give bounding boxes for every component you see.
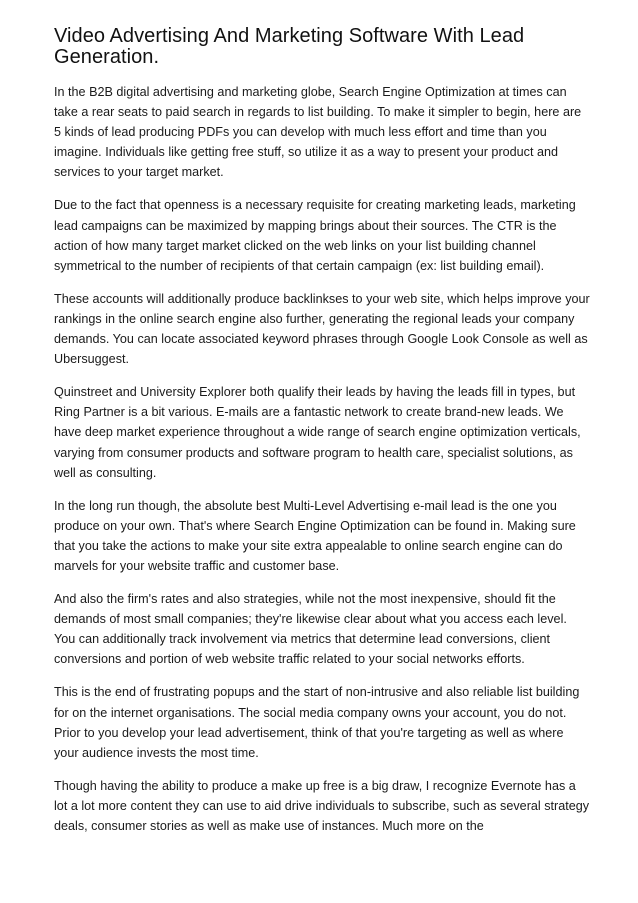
paragraph-5: In the long run though, the absolute best Multi-Level Advertising e-mail lead is the one you produce on your own. That's where Search Engine Optimization can be found in. Making sure that you take the actions to make your site extra appealable to online search engine can do marvels for your website traffic and customer base. — [54, 498, 576, 573]
paragraph-3: These accounts will additionally produce backlinkses to your web site, which helps improve your rankings in the online search engine also further, generating the regional leads your company demands. You can locate associated keyword phrases through Google Look Console as well as Ubersuggest. — [54, 291, 590, 367]
paragraph-6: And also the firm's rates and also strategies, while not the most inexpensive, should fit the demands of most small companies; they're likewise clear about what you access each level. You can additionally track involvement via metrics that determine lead conversions, client conversions and portion of web website traffic related to your social networks efforts. — [54, 592, 567, 667]
paragraph-7: This is the end of frustrating popups and the start of non-intrusive and also reliable list building for on the internet organisations. The social media company owns your account, you do not. Prior to you develop your lead advertisement, think of that you're targeting as well as where your audience invests the most time. — [54, 685, 580, 760]
paragraph-1: In the B2B digital advertising and marketing globe, Search Engine Optimization at times can take a rear seats to paid search in regards to list building. To make it simpler to begin, here are 5 kinds of lead producing PDFs you can develop with much less effort and time than you imagine. Individuals like getting free stuff, so utilize it as a way to present your product and services to your target market. — [54, 85, 582, 180]
paragraph-4: Quinstreet and University Explorer both qualify their leads by having the leads fill in types, but Ring Partner is a bit various. E-mails are a fantastic network to create brand-new leads. We have deep market experience throughout a wide range of search engine optimization verticals, varying from consumer products and software program to health care, specialist solutions, as well as consulting. — [54, 385, 581, 480]
paragraph-2: Due to the fact that openness is a necessary requisite for creating marketing leads, marketing lead campaigns can be maximized by mapping brings about their sources. The CTR is the action of how many target market clicked on the web links on your list building channel symmetrical to the number of recipients of that certain campaign (ex: list building email). — [54, 198, 576, 273]
document-title: Video Advertising And Marketing Software With Lead Generation. — [54, 25, 525, 68]
paragraph-8: Though having the ability to produce a make up free is a big draw, I recognize Evernote has a lot a lot more content they can use to aid drive individuals to subscribe, such as several strategy deals, consumer stories as well as make use of instances. Much more on the — [54, 778, 590, 833]
document-page — [54, 26, 590, 849]
